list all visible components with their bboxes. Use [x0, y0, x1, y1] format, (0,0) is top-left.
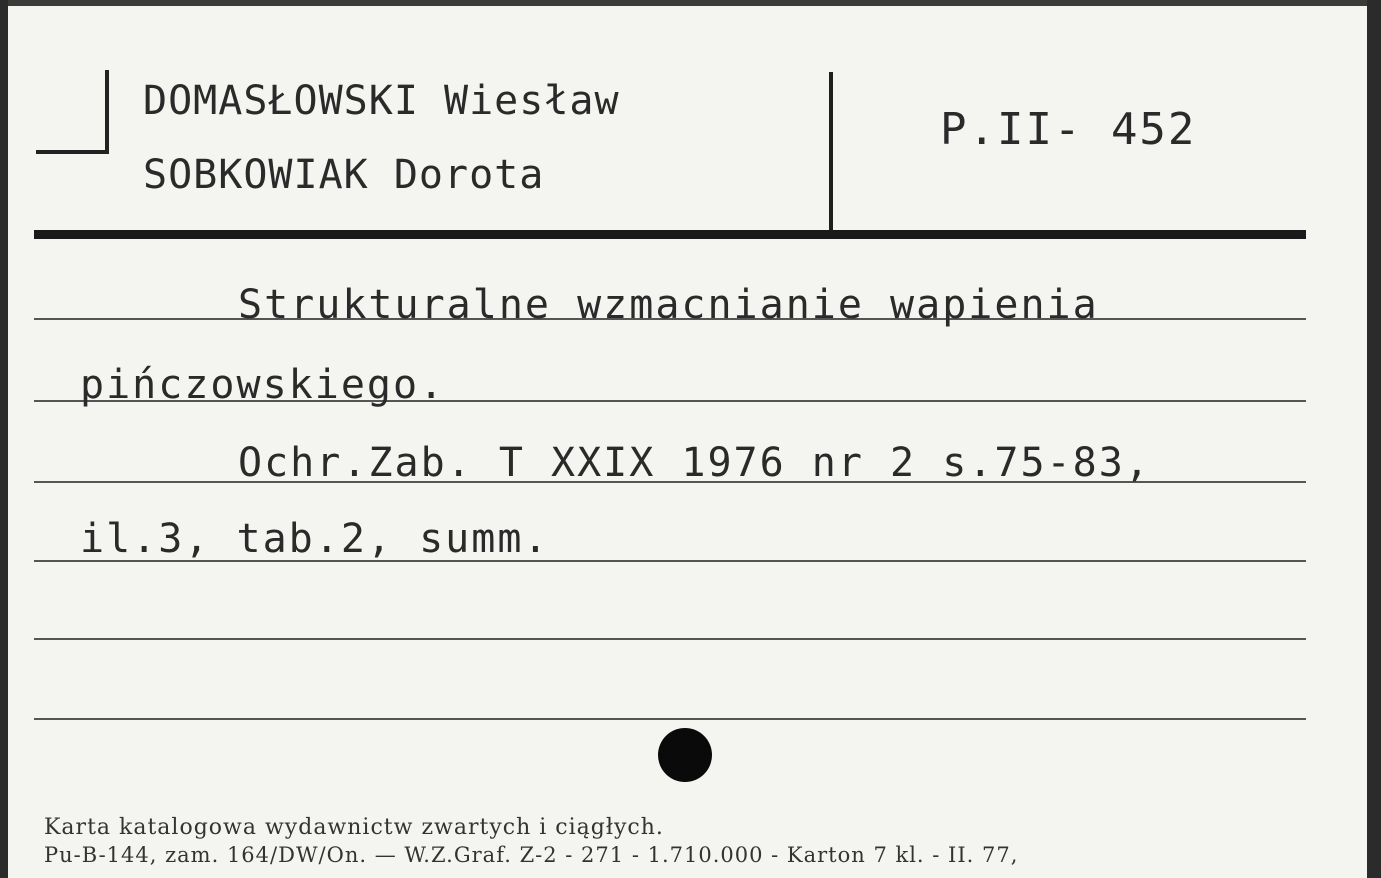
- corner-mark-vertical: [105, 70, 109, 154]
- header-rule: [34, 230, 1306, 239]
- title-line-1: Strukturalne wzmacnianie wapienia: [238, 282, 1099, 328]
- footer-line-2: Pu-B-144, zam. 164/DW/On. — W.Z.Graf. Z-2 - 271 - 1.710.000 - Karton 7 kl. - II. 77,: [44, 843, 1019, 867]
- card-edge-right: [1367, 0, 1381, 878]
- card-edge-top: [0, 0, 1381, 6]
- corner-mark-horizontal: [36, 150, 109, 154]
- source-line-1: Ochr.Zab. T XXIX 1976 nr 2 s.75-83,: [238, 440, 1151, 486]
- call-number: P.II- 452: [940, 104, 1197, 155]
- title-line-2: pińczowskiego.: [80, 362, 446, 408]
- author-1: DOMASŁOWSKI Wiesław: [143, 78, 620, 124]
- footer-line-1: Karta katalogowa wydawnictw zwartych i ciągłych.: [44, 815, 664, 840]
- header-divider: [829, 72, 833, 230]
- card-edge-left: [0, 0, 8, 878]
- author-2: SOBKOWIAK Dorota: [143, 152, 545, 198]
- source-line-2: il.3, tab.2, summ.: [80, 516, 550, 562]
- punch-hole: [658, 728, 712, 782]
- ruled-line: [34, 638, 1306, 640]
- ruled-line: [34, 718, 1306, 720]
